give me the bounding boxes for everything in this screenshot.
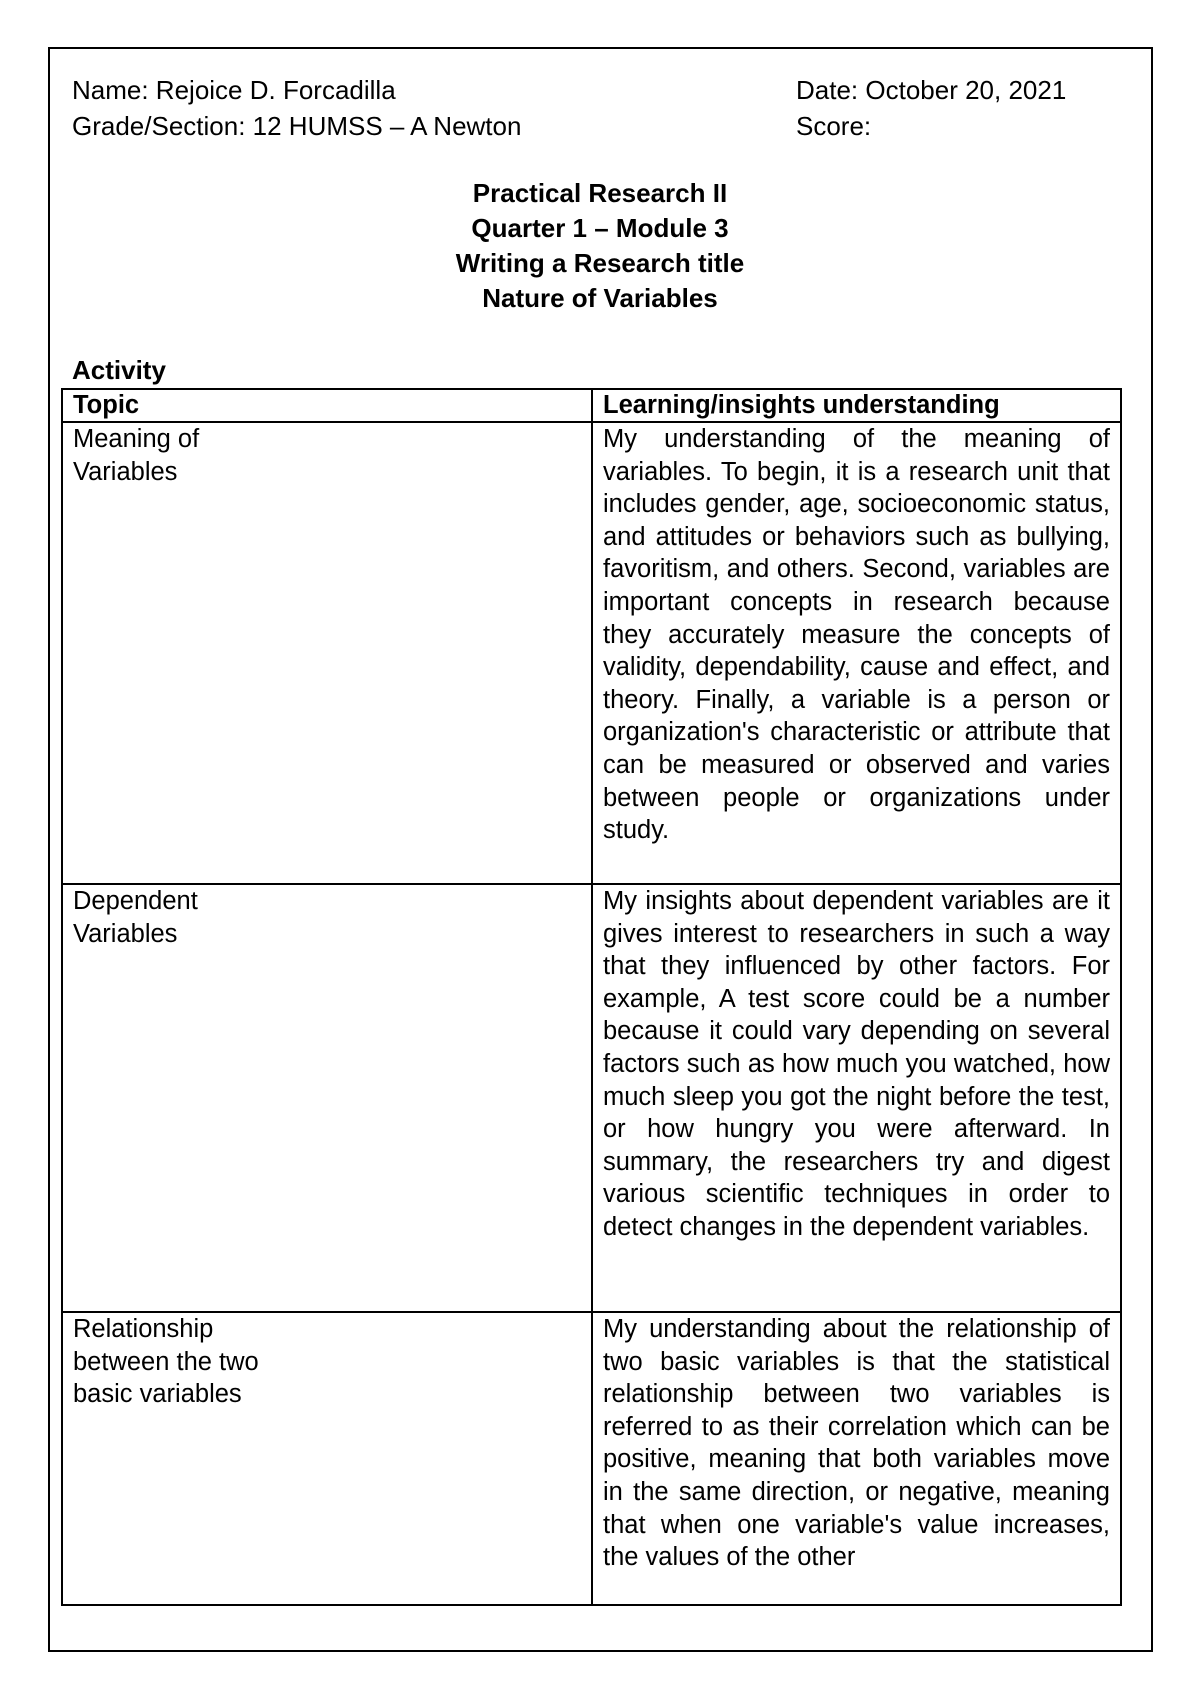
date: Date: October 20, 2021	[796, 75, 1067, 105]
topic-line: Meaning of	[73, 425, 200, 453]
topic-line: between the two	[73, 1347, 259, 1376]
table-row	[62, 422, 1121, 884]
insight-text: My understanding about the relationship of two basic variables is that the statistical relationship between two variables is referred to as their correlation which can be positive, meaning that both variables move in the same direction, or negative, meaning that when one variable's value increases, the values of the other	[603, 1315, 1110, 1572]
quarter-module: Quarter 1 – Module 3	[471, 213, 729, 243]
topic-line: basic variables	[73, 1380, 242, 1409]
table-header-row	[62, 389, 1121, 422]
topic-line: Variables	[73, 457, 178, 486]
topic-cell	[62, 1312, 592, 1605]
topic-line: Variables	[73, 919, 178, 948]
table-row	[62, 1312, 1121, 1605]
grade-section: Grade/Section: 12 HUMSS – A Newton	[72, 111, 522, 141]
score: Score:	[796, 111, 872, 141]
insight-cell: My insights about dependent variables are it gives interest to researchers in such a way that they influenced by other factors. For example, A test score could be a number because it could vary depending on several factors such as how much you watched, how much sleep you got the night before the test, or how hungry you were afterward. In summary, the researchers try and digest various scientific techniques in order to detect changes in the dependent variables.	[592, 884, 1121, 1312]
subject-title: Practical Research II	[472, 178, 728, 208]
student-info	[72, 72, 521, 144]
document-titles	[0, 176, 1200, 316]
topic-line: Relationship	[73, 1315, 214, 1343]
insight-cell	[592, 1312, 1121, 1605]
student-name: Name: Rejoice D. Forcadilla	[72, 75, 396, 105]
lesson-subtitle: Nature of Variables	[482, 283, 718, 313]
activity-table	[61, 388, 1122, 1606]
topic-line: Dependent	[73, 887, 198, 915]
column-header-topic: Topic	[62, 389, 592, 422]
table-row	[62, 884, 1121, 1312]
date-score-info	[796, 72, 1066, 144]
topic-cell	[62, 884, 592, 1312]
insight-cell: My understanding of the meaning of variables. To begin, it is a research unit that includes gender, age, socioeconomic status, and attitudes or behaviors such as bullying, favoritism, and others. Second, variables are important concepts in research because they accurately measure the concepts of validity, dependability, cause and effect, and theory. Finally, a variable is a person or organization's characteristic or attribute that can be measured or observed and varies between people or organizations under study.	[592, 422, 1121, 884]
column-header-insights: Learning/insights understanding	[592, 389, 1121, 422]
activity-heading: Activity	[72, 355, 166, 385]
lesson-title: Writing a Research title	[455, 248, 745, 278]
topic-cell	[62, 422, 592, 884]
